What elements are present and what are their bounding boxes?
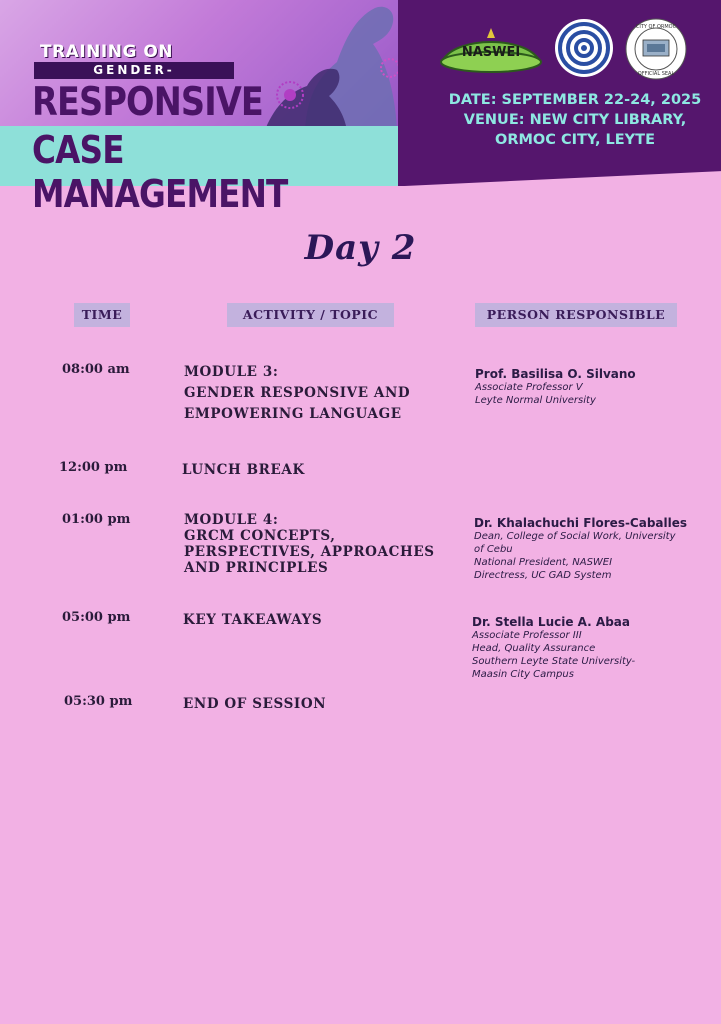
row-time: 08:00 am xyxy=(62,362,130,377)
activity-line: LUNCH BREAK xyxy=(182,462,305,478)
row-person xyxy=(472,615,635,681)
target-circle-logo xyxy=(554,18,614,78)
person-name: Dr. Khalachuchi Flores-Caballes xyxy=(474,516,688,530)
activity-line: AND PRINCIPLES xyxy=(184,560,329,576)
seal-bottom-text: OFFICIAL SEAL xyxy=(637,71,675,77)
title-gender: GENDER- xyxy=(34,62,234,79)
title-responsive: RESPONSIVE xyxy=(32,80,263,125)
activity-line: GENDER RESPONSIVE AND xyxy=(184,385,411,401)
person-detail: Maasin City Campus xyxy=(472,669,574,680)
person-detail: Associate Professor III xyxy=(472,630,582,641)
seal-top-text: CITY OF ORMOC xyxy=(635,24,677,30)
header-banner xyxy=(0,0,721,216)
row-time: 01:00 pm xyxy=(62,512,131,527)
row-person xyxy=(475,367,636,407)
title-training-on: TRAINING ON xyxy=(40,42,173,62)
banner-artwork xyxy=(0,0,400,216)
activity-line: EMPOWERING LANGUAGE xyxy=(184,406,402,422)
person-detail: Directress, UC GAD System xyxy=(474,570,612,581)
row-activity xyxy=(183,694,326,715)
event-venue-line1: VENUE: NEW CITY LIBRARY, xyxy=(463,112,687,128)
person-detail: National President, NASWEI xyxy=(474,557,613,568)
women-silhouette-illustration xyxy=(245,0,405,130)
row-activity xyxy=(184,512,435,576)
activity-line: GRCM CONCEPTS, xyxy=(184,528,336,544)
row-person xyxy=(474,516,687,582)
row-activity xyxy=(182,460,305,481)
column-header-person: PERSON RESPONSIBLE xyxy=(475,303,677,327)
person-detail: Head, Quality Assurance xyxy=(472,643,596,654)
naswei-logo-text: NASWEI xyxy=(461,45,521,60)
activity-line: KEY TAKEAWAYS xyxy=(183,612,323,628)
person-detail: Leyte Normal University xyxy=(475,395,596,406)
row-activity xyxy=(184,362,410,425)
person-detail: Southern Leyte State University- xyxy=(472,656,636,667)
person-name: Prof. Basilisa O. Silvano xyxy=(475,367,636,381)
row-time: 12:00 pm xyxy=(59,460,128,475)
person-detail: Associate Professor V xyxy=(475,382,583,393)
title-case-management: CASE MANAGEMENT xyxy=(32,128,288,216)
person-detail: of Cebu xyxy=(474,544,513,555)
activity-line: END OF SESSION xyxy=(183,696,327,712)
row-activity xyxy=(183,610,322,631)
event-date: DATE: SEPTEMBER 22-24, 2025 xyxy=(448,92,702,108)
row-time: 05:00 pm xyxy=(62,610,131,625)
day-title: Day 2 xyxy=(304,228,417,268)
person-detail: Dean, College of Social Work, University xyxy=(474,531,676,542)
column-header-time: TIME xyxy=(74,303,130,327)
row-time: 05:30 pm xyxy=(64,694,133,709)
activity-line: MODULE 4: xyxy=(184,512,279,528)
activity-line: PERSPECTIVES, APPROACHES xyxy=(184,544,435,560)
column-header-activity: ACTIVITY / TOPIC xyxy=(227,303,394,327)
ormoc-city-seal xyxy=(625,18,687,80)
activity-line: MODULE 3: xyxy=(184,364,279,380)
person-name: Dr. Stella Lucie A. Abaa xyxy=(472,615,630,629)
event-venue-line2: ORMOC CITY, LEYTE xyxy=(495,132,655,148)
event-info xyxy=(430,90,720,150)
